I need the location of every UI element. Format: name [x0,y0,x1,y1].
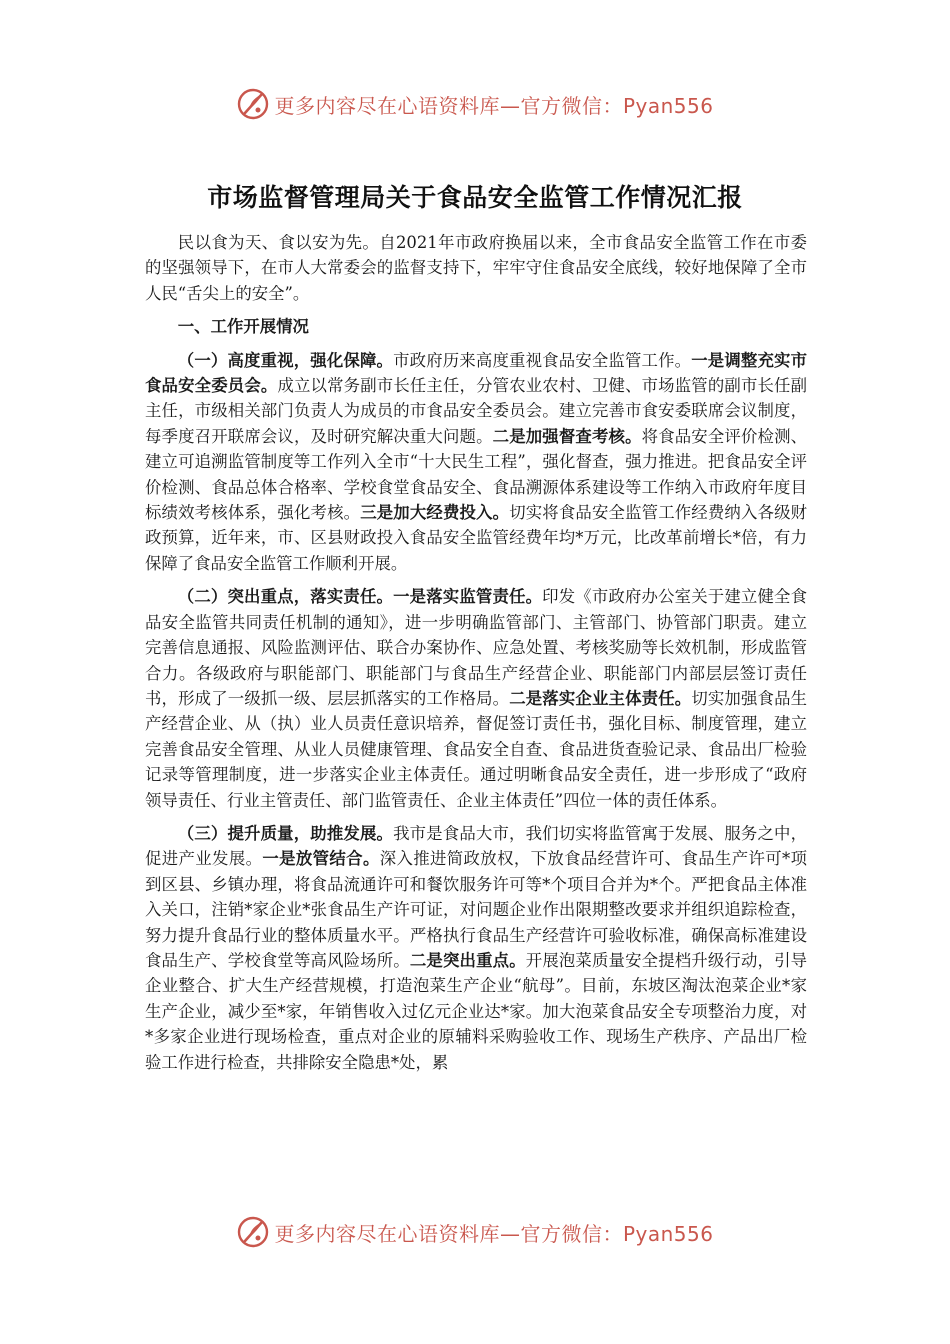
paragraph-3: （三）提升质量，助推发展。我市是食品大市，我们切实将监管寓于发展、服务之中，促进产业发展。一是放管结合。深入推进简政放权，下放食品经营许可、食品生产许可*项到区县、乡镇办理，将食品流通许可和餐饮服务许可等*个项目合并为*个。严把食品主体准入关口，注销*家企业*张食品生产许可证，对问题企业作出限期整改要求并组织追踪检查，努力提升食品行业的整体质量水平。严格执行食品生产经营许可验收标准，确保高标准建设食品生产、学校食堂等高风险场所。二是突出重点。开展泡菜质量安全提档升级行动，引导企业整合、扩大生产经营规模，打造泡菜生产企业“航母”。目前，东坡区淘汰泡菜企业*家生产企业，减少至*家，年销售收入过亿元企业达*家。加大泡菜食品安全专项整治力度，对*多家企业进行现场检查，重点对企业的原辅料采购验收工作、现场生产秩序、产品出厂检验工作进行检查，共排除安全隐患*处，累 [145,823,808,1072]
intro-paragraph: 民以食为天、食以安为先。自2021年市政府换届以来，全市食品安全监管工作在市委的坚强领导下，在市人大常委会的监督支持下，牢牢守住食品安全底线，较好地保障了全市人民“舌尖上的安全”。 [145,233,807,303]
document-body [145,230,807,1075]
paragraph-2: （二）突出重点，落实责任。一是落实监管责任。印发《市政府办公室关于建立健全食品安全监管共同责任机制的通知》，进一步明确监管部门、主管部门、协管部门职责。建立完善信息通报、风险监测评估、联合办案协作、应急处置、考核奖励等长效机制，形成监管合力。各级政府与职能部门、职能部门与食品生产经营企业、职能部门内部层层签订责任书，形成了一级抓一级、层层抓落实的工作格局。二是落实企业主体责任。切实加强食品生产经营企业、从（执）业人员责任意识培养，督促签订责任书，强化目标、制度管理，建立完善食品安全管理、从业人员健康管理、食品安全自查、食品进货查验记录、食品出厂检验记录等管理制度，进一步落实企业主体责任。通过明晰食品安全责任，进一步形成了“政府领导责任、行业主管责任、部门监管责任、企业主体责任”四位一体的责任体系。 [145,587,808,810]
document-title: 市场监督管理局关于食品安全监管工作情况汇报 [207,183,743,212]
header-banner [0,84,950,124]
key-point: 三是加大经费投入。 [360,503,510,523]
key-point: 一是放管结合。 [262,849,380,869]
banner-text: 更多内容尽在心语资料库—官方微信：Pyan556 [274,93,714,118]
key-point: 二是突出重点。 [409,950,526,970]
paragraph-1: （一）高度重视，强化保障。市政府历来高度重视食品安全监管工作。一是调整充实市食品安全委员会。成立以常务副市长任主任，分管农业农村、卫健、市场监管的副市长任副主任，市级相关部门负责人为成员的市食品安全委员会。建立完善市食安委联席会议制度，每季度召开联席会议，及时研究解决重大问题。二是加强督查考核。将食品安全评价检测、建立可追溯监管制度等工作列入全市“十大民生工程”，强化督查，强力推进。把食品安全评价检测、食品总体合格率、学校食堂食品安全、食品溯源体系建设等工作纳入市政府年度目标绩效考核体系，强化考核。三是加大经费投入。切实将食品安全监管工作经费纳入各级财政预算，近年来，市、区县财政投入食品安全监管经费年均*万元，比改革前增长*倍，有力保障了食品安全监管工作顺利开展。 [145,350,808,573]
banner-text: 更多内容尽在心语资料库—官方微信：Pyan556 [274,1221,714,1246]
key-point: 二是加强督查考核。 [492,426,642,446]
key-point: 二是落实企业主体责任。 [509,688,692,708]
key-point: 一是落实监管责任。 [393,587,543,607]
quill-logo-icon [236,1215,270,1249]
section-heading: 一、工作开展情况 [177,317,309,337]
subheading: （三）提升质量，助推发展。 [177,823,394,843]
footer-banner [0,1212,950,1252]
key-point: 一是调整充实市食品安全委员会。 [145,350,807,396]
subheading: （二）突出重点，落实责任。 [177,587,394,607]
subheading: （一）高度重视，强化保障。 [177,350,394,370]
quill-logo-icon [236,87,270,121]
